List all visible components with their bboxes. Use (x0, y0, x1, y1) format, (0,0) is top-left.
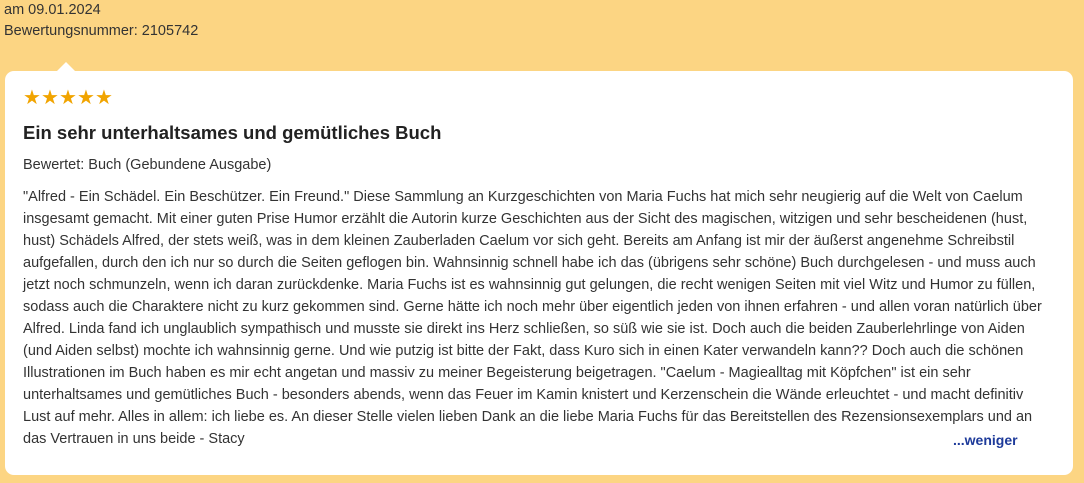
card-notch (56, 62, 76, 72)
review-date: am 09.01.2024 (4, 2, 101, 18)
review-meta (4, 0, 198, 42)
star-icon: ★ (95, 87, 113, 109)
review-number: Bewertungsnummer: 2105742 (4, 23, 199, 39)
review-text: "Alfred - Ein Schädel. Ein Beschützer. Ein Freund." Diese Sammlung an Kurzgeschichten von Maria Fuchs hat mich sehr neugierig auf die Welt von Caelum insgesamt gemacht. Mit einer guten Prise Humor erzählt die Autorin kurze Geschichten aus der Sicht des magischen, witzigen und sehr bescheidenen (hust, hust) Schädels Alfred, der stets weiß, was in dem kleinen Zauberladen Caelum vor sich geht. Bereits am Anfang ist mir der äußerst angenehme Schreibstil aufgefallen, durch den ich nur so durch die Seiten geflogen bin. Wahnsinnig schnell habe ich das (übrigens sehr schöne) Buch durchgelesen - und muss auch jetzt noch schmunzeln, wenn ich daran zurückdenke. Maria Fuchs ist es wahnsinnig gut gelungen, die recht wenigen Seiten mit viel Witz und Humor zu füllen, sodass auch die Charaktere nicht zu kurz gekommen sind. Gerne hätte ich noch mehr über eigentlich jeden von ihnen erfahren - und allen voran natürlich über Alfred. Linda fand ich unglaublich sympathisch und musste sie direkt ins Herz schließen, so süß wie sie ist. Doch auch die beiden Zauberlehrlinge von Aiden (und Aiden selbst) mochte ich wahnsinnig gerne. Und wie putzig ist bitte der Fakt, dass Kuro sich in einen Kater verwandeln kann?? Doch auch die schönen Illustrationen im Buch haben es mir echt angetan und massiv zu meiner Begeisterung beigetragen. "Caelum - Magiealltag mit Köpfchen" ist ein sehr unterhaltsames und gemütliches Buch - besonders abends, wenn das Feuer im Kamin knistert und Kerzenschein die Wände erleuchtet - und macht definitiv Lust auf mehr. Alles in allem: ich liebe es. An dieser Stelle vielen lieben Dank an die liebe Maria Fuchs für das Bereitstellen des Rezensionsexemplars und an das Vertrauen in uns beide - Stacy (23, 189, 1042, 447)
star-icon: ★ (77, 87, 95, 109)
review-title: Ein sehr unterhaltsames und gemütliches Buch (23, 122, 442, 143)
star-rating (23, 89, 113, 107)
rated-item: Bewertet: Buch (Gebundene Ausgabe) (23, 157, 272, 173)
star-icon: ★ (23, 87, 41, 109)
review-card (5, 71, 1073, 475)
star-icon: ★ (41, 87, 59, 109)
show-less-link[interactable]: ...weniger (953, 432, 1018, 448)
star-icon: ★ (59, 87, 77, 109)
